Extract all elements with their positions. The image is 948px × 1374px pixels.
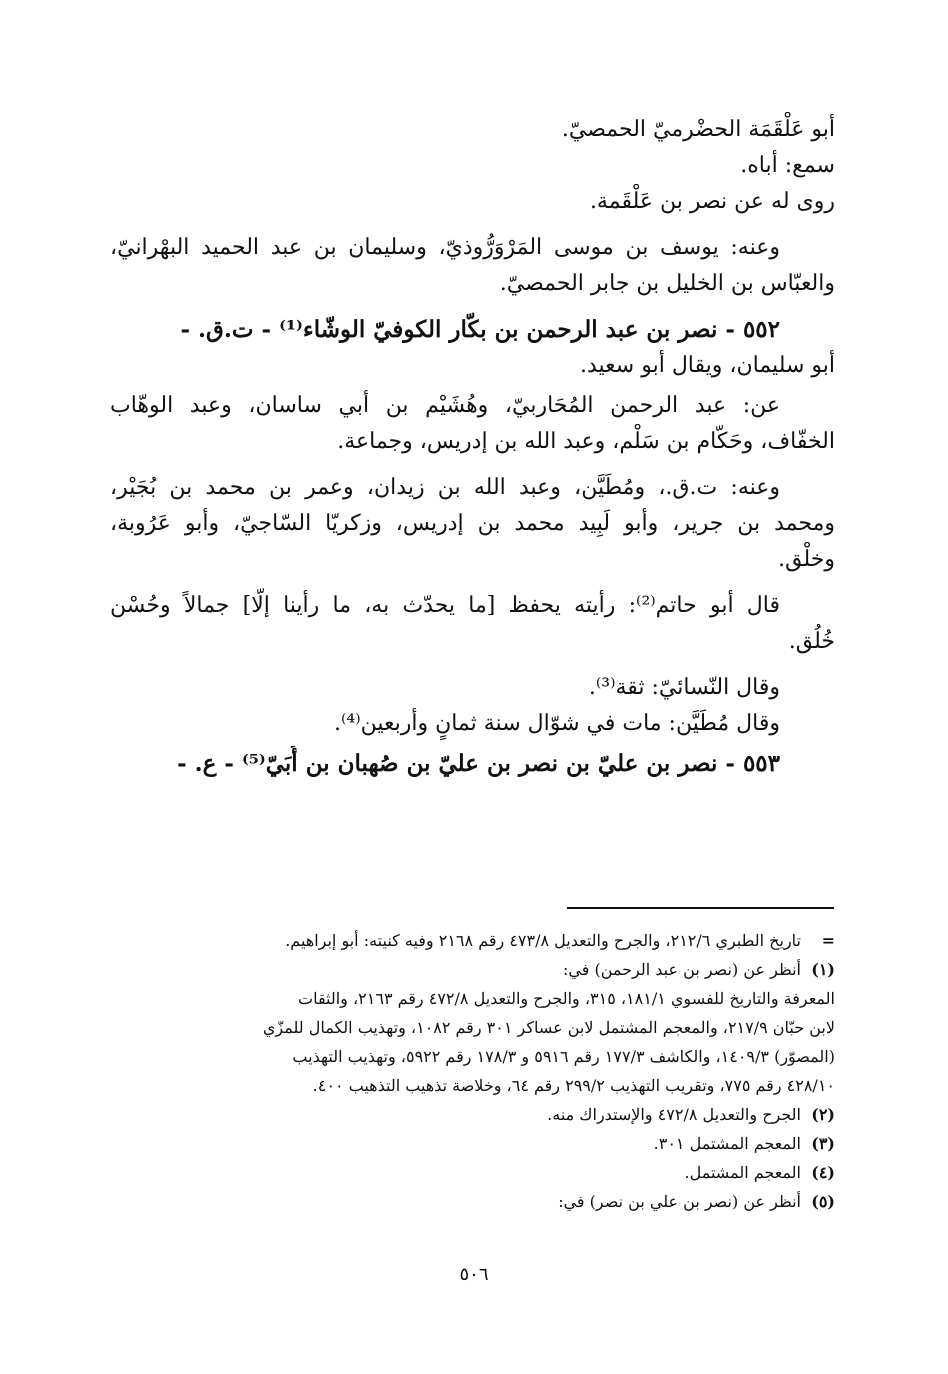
main-text bbox=[110, 112, 835, 782]
page-number: ٥٠٦ bbox=[459, 1264, 489, 1285]
text-line: خُلُق. bbox=[788, 629, 835, 654]
text-line: أبو سليمان، ويقال أبو سعيد. bbox=[580, 353, 835, 378]
footnote-separator bbox=[567, 907, 834, 909]
footnote-marker: (٣) bbox=[811, 1134, 835, 1153]
footnote-marker: (٤) bbox=[811, 1163, 835, 1182]
footnote-text: الجرح والتعديل ٤٧٢/٨ والإستدراك منه. bbox=[547, 1105, 801, 1124]
footnote-5 bbox=[118, 1187, 835, 1216]
text-line: عن: عبد الرحمن المُحَاربيّ، وهُشَيْم بن أبي ساسان، وعبد الوهّاب bbox=[110, 393, 780, 418]
entry-heading-552: ٥٥٢ - نصر بن عبد الرحمن بن بكّار الكوفيّ الوشّاء⁽¹⁾ - ت.ق. - bbox=[180, 316, 780, 343]
footnote-2 bbox=[118, 1100, 835, 1129]
footnote-text: المعجم المشتمل. bbox=[684, 1163, 801, 1182]
text-line: سمع: أباه. bbox=[740, 153, 835, 178]
footnote-marker: (١) bbox=[811, 960, 835, 979]
text-line: روى له عن نصر بن عَلْقَمة. bbox=[589, 189, 835, 214]
text-line: وخلْق. bbox=[778, 547, 835, 572]
footnote-text: أنظر عن (نصر بن علي بن نصر) في: bbox=[558, 1192, 801, 1211]
text-line: قال أبو حاتم⁽²⁾: رأيته يحفظ [ما يحدّث به، ما رأينا إلّا] جمالاً وحُسْن bbox=[110, 593, 780, 618]
text-line: وقال النّسائيّ: ثقة⁽³⁾. bbox=[588, 675, 780, 700]
text-line: أبو عَلْقَمَة الحضْرميّ الحمصيّ. bbox=[561, 117, 835, 142]
footnote-marker: = bbox=[821, 931, 835, 950]
footnote-text-line: المعرفة والتاريخ للفسوي ١٨١/١، ٣١٥، والجرح والتعديل ٤٧٢/٨ رقم ٢١٦٣، والثقات bbox=[298, 989, 835, 1008]
footnote-text-line: (المصوّر) ١٤٠٩/٣، والكاشف ١٧٧/٣ رقم ٥٩١٦ و ١٧٨/٣ رقم ٥٩٢٢، وتهذيب التهذيب bbox=[292, 1047, 835, 1066]
text-line: الخفّاف، وحَكّام بن سَلْم، وعبد الله بن إدريس، وجماعة. bbox=[337, 429, 835, 454]
footnote-text-line: لابن حبّان ٢١٧/٩، والمعجم المشتمل لابن عساكر ٣٠١ رقم ١٠٨٢، وتهذيب الكمال للمزّي bbox=[262, 1018, 835, 1037]
text-line: وقال مُطَيَّن: مات في شوّال سنة ثمانٍ وأربعين⁽⁴⁾. bbox=[333, 711, 780, 736]
footnote-1 bbox=[118, 955, 835, 984]
footnote-continuation bbox=[118, 926, 835, 955]
footnote-marker: (٥) bbox=[811, 1192, 835, 1211]
entry-heading-553: ٥٥٣ - نصر بن عليّ بن نصر بن عليّ بن صُهبان بن أُبَيّ⁽⁵⁾ - ع. - bbox=[177, 750, 780, 777]
footnote-text: تاريخ الطبري ٢١٢/٦، والجرح والتعديل ٤٧٣/٨ رقم ٢١٦٨ وفيه كنيته: أبو إبراهيم. bbox=[285, 931, 801, 950]
text-line: وعنه: ت.ق.، ومُطَيَّن، وعبد الله بن زيدان، وعمر بن محمد بن بُجَيْر، bbox=[110, 475, 780, 500]
text-line: وعنه: يوسف بن موسى المَرْوَرُّوذيّ، وسليمان بن عبد الحميد البهْرانيّ، bbox=[110, 235, 780, 260]
text-line: ومحمد بن جرير، وأبو لَبِيد محمد بن إدريس، وزكريّا السّاجيّ، وأبو عَرُوبة، bbox=[110, 511, 835, 536]
footnote-marker: (٢) bbox=[811, 1105, 835, 1124]
footnotes bbox=[118, 926, 835, 1216]
footnote-text-line: ٤٢٨/١٠ رقم ٧٧٥، وتقريب التهذيب ٢٩٩/٢ رقم ٦٤، وخلاصة تذهيب التذهيب ٤٠٠. bbox=[312, 1076, 835, 1095]
footnote-text: أنظر عن (نصر بن عبد الرحمن) في: bbox=[563, 960, 801, 979]
text-line: والعبّاس بن الخليل بن جابر الحمصيّ. bbox=[499, 271, 835, 296]
footnote-4 bbox=[118, 1158, 835, 1187]
footnote-text: المعجم المشتمل ٣٠١. bbox=[653, 1134, 801, 1153]
footnote-3 bbox=[118, 1129, 835, 1158]
